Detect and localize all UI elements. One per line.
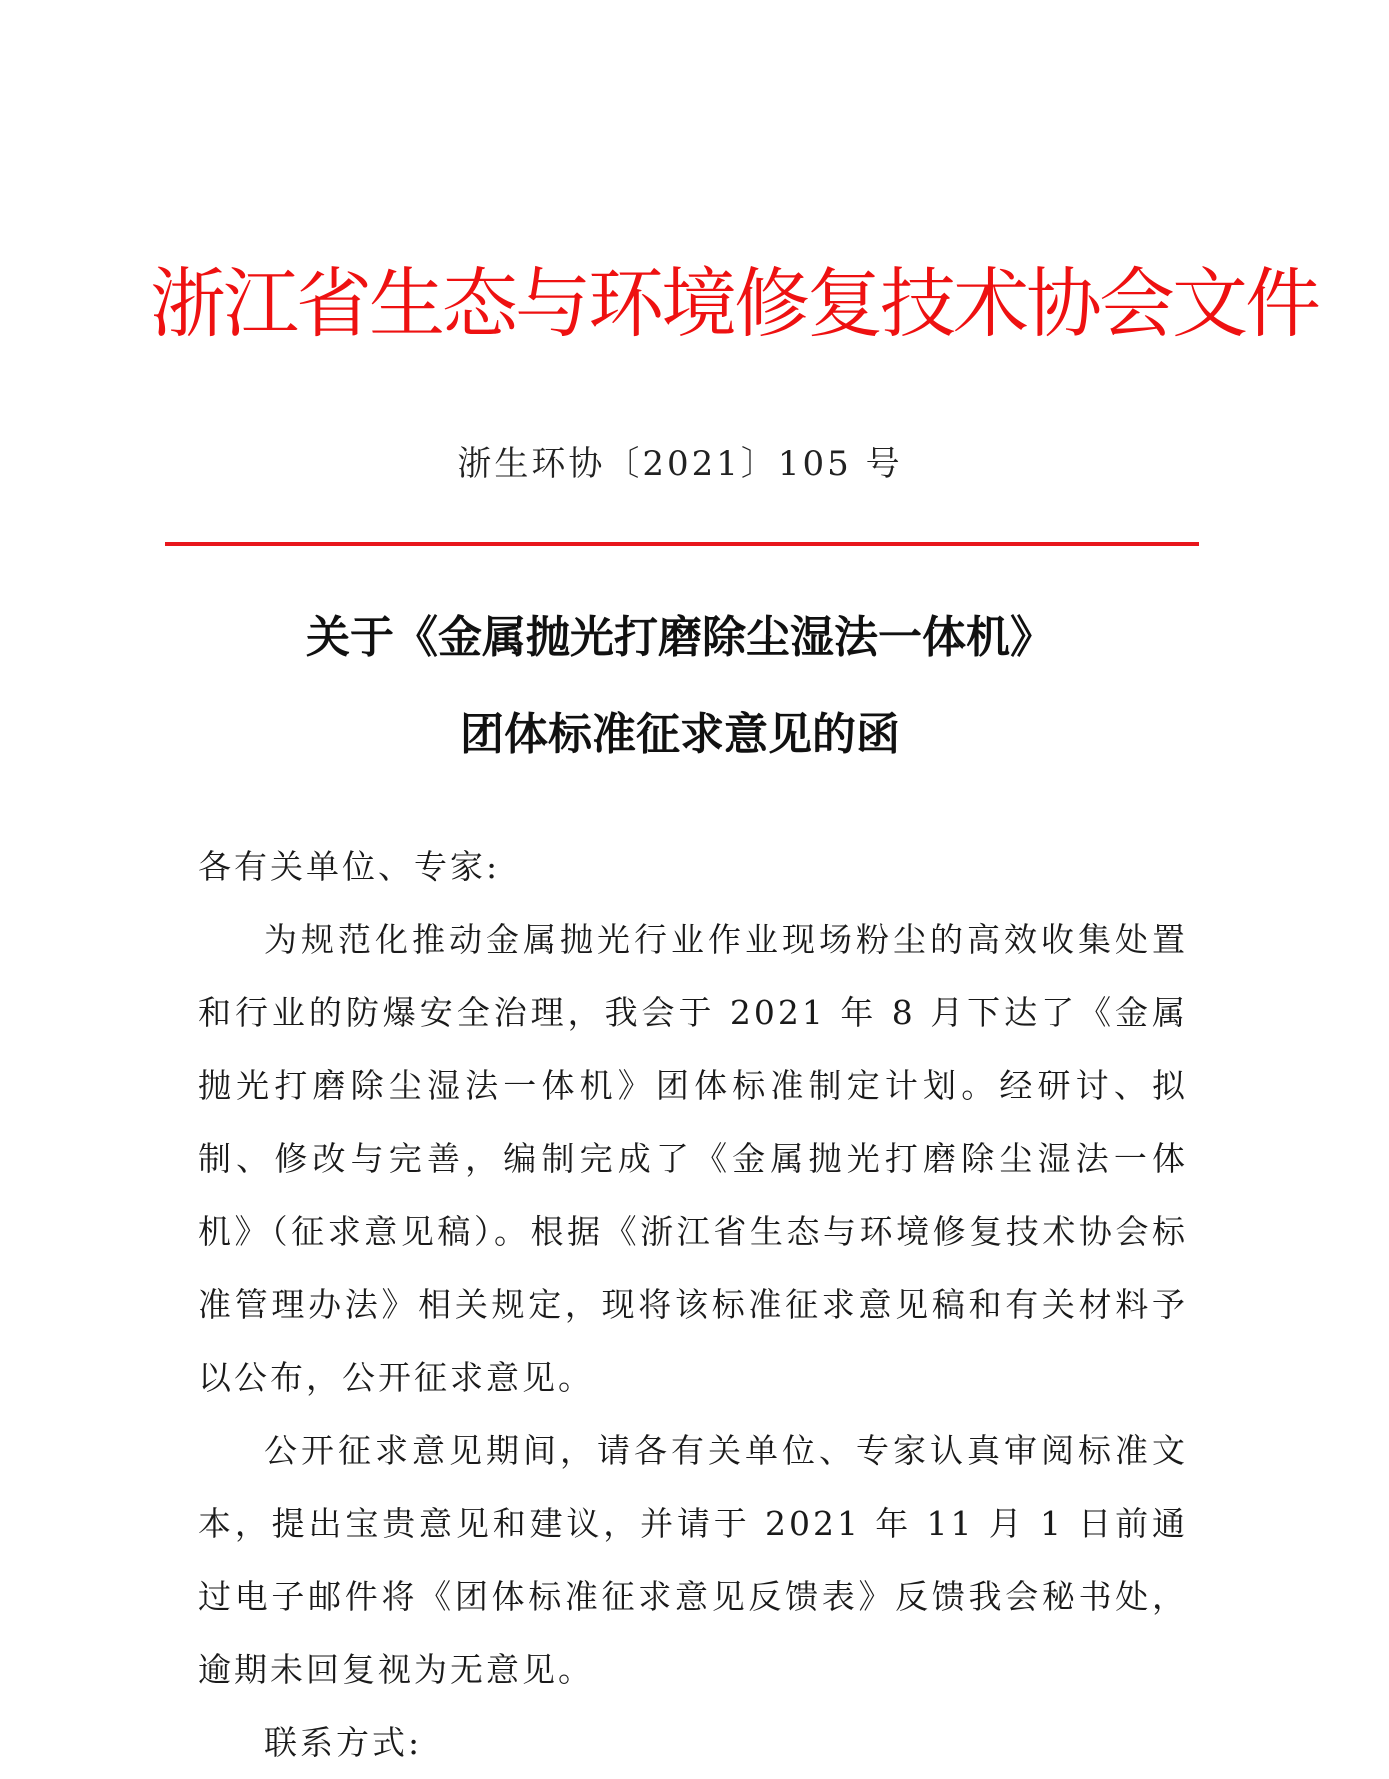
document-title-line-1: 关于《金属抛光打磨除尘湿法一体机》	[306, 612, 1054, 663]
body-paragraph-2: 公开征求意见期间，请各有关单位、专家认真审阅标准文本，提出宝贵意见和建议，并请于 2021 年 11 月 1 日前通过电子邮件将《团体标准征求意见反馈表》反馈我会秘书处，逾期未回复视为无意见。	[198, 1431, 1188, 1689]
organization-header: 浙江省生态与环境修复技术协会文件	[150, 259, 1318, 348]
red-divider-line	[165, 542, 1199, 546]
contact-label: 联系方式:	[264, 1723, 423, 1762]
body-paragraph-1: 为规范化推动金属抛光行业作业现场粉尘的高效收集处置和行业的防爆安全治理，我会于 2021 年 8 月下达了《金属抛光打磨除尘湿法一体机》团体标准制定计划。经研讨、拟制、修改与完善，编制完成了《金属抛光打磨除尘湿法一体机》（征求意见稿）。根据《浙江省生态与环境修复技术协会标准管理办法》相关规定，现将该标准征求意见稿和有关材料予以公布，公开征求意见。	[198, 920, 1188, 1397]
document-title-line-2: 团体标准征求意见的函	[460, 709, 900, 760]
document-number: 浙生环协〔2021〕105 号	[457, 444, 903, 484]
document-body	[198, 830, 1188, 1779]
salutation: 各有关单位、专家:	[198, 847, 501, 886]
